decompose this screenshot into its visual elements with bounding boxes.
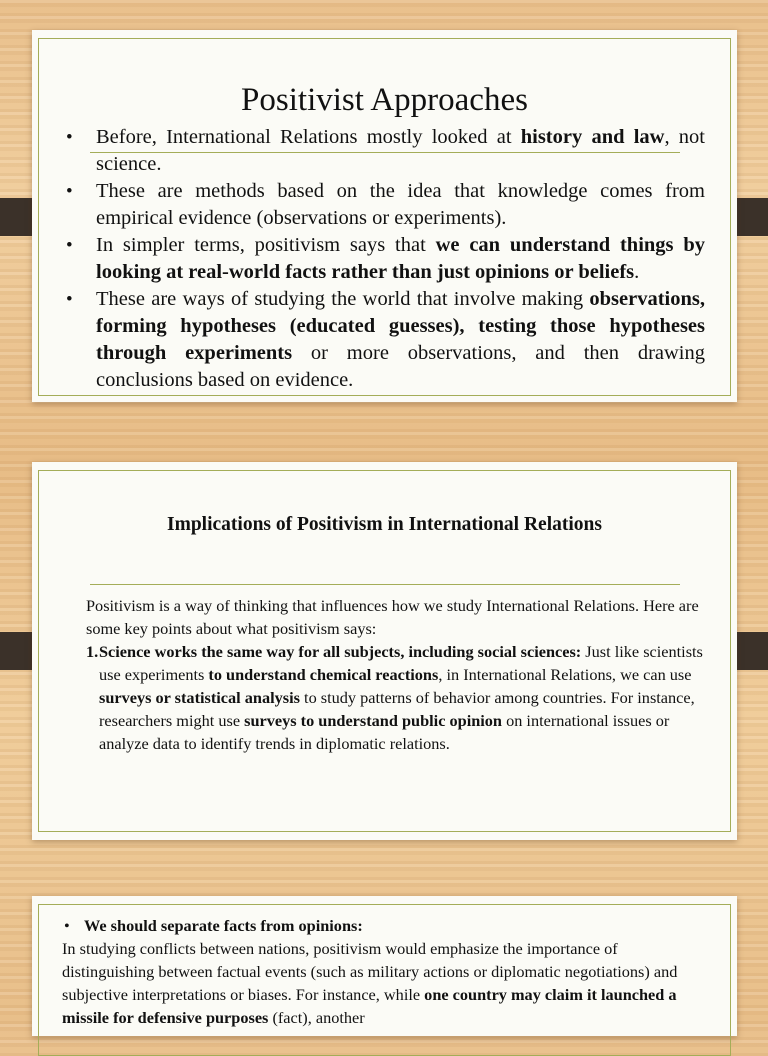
bullet-list [64, 124, 705, 394]
bullet-item [64, 232, 705, 286]
bullet-item [64, 286, 705, 394]
bold-text: Science works the same way for all subjects, including social sciences: [99, 642, 582, 661]
text-run: to study patterns of behavior among countries. For instance, researchers might use [99, 688, 695, 730]
text-run: or more observations, and then drawing conclusions based on evidence. [96, 342, 705, 391]
bullet-item [64, 124, 705, 178]
slide-title: Positivist Approaches [241, 82, 528, 118]
slide-body [62, 914, 707, 1029]
text-run: Before, International Relations mostly looked at [96, 126, 521, 148]
bold-text: observations, forming hypotheses (educated guesses), testing those hypotheses through experiments [96, 288, 705, 364]
text-run: on international issues or analyze data to identify trends in diplomatic relations. [99, 711, 670, 753]
slide-facts-opinions [32, 896, 737, 1036]
bold-text: surveys or statistical analysis [99, 688, 300, 707]
text-run: In studying conflicts between nations, positivism would emphasize the importance of distinguishing between factual events (such as military actions or diplomatic negotiations) and subjective interpretations or biases. For instance, while [62, 939, 678, 1004]
text-run: . [634, 261, 640, 283]
item-number: 1. [86, 642, 99, 661]
slide-title: Implications of Positivism in International Relations [167, 514, 602, 535]
body-paragraph [62, 937, 707, 1029]
title-rule [90, 584, 680, 585]
numbered-item [86, 640, 707, 755]
text-run: These are methods based on the idea that knowledge comes from empirical evidence (observations or experiments). [96, 180, 705, 229]
bold-text: one country may claim it launched a missile for defensive purposes [62, 985, 677, 1027]
text-run: (fact), another [268, 1008, 365, 1027]
text-run: , in International Relations, we can use [438, 665, 692, 684]
intro-paragraph: Positivism is a way of thinking that influences how we study International Relations. Here are some key points about what positivism says: [86, 596, 699, 638]
numbered-list [86, 640, 707, 755]
bold-text: to understand chemical reactions [208, 665, 439, 684]
slide-implications [32, 462, 737, 840]
slide-positivist-approaches [32, 30, 737, 402]
bold-text: surveys to understand public opinion [244, 711, 502, 730]
bold-text: history and law [520, 126, 665, 148]
text-run: These are ways of studying the world that involve making [96, 288, 590, 310]
bold-text: we can understand things by looking at real-world facts rather than just opinions or beliefs [96, 234, 705, 283]
text-run: In simpler terms, positivism says that [96, 234, 436, 256]
bullet-item [64, 178, 705, 232]
bullet-heading: • We should separate facts from opinions: [62, 914, 707, 937]
slide-body [86, 594, 707, 755]
text-run: , not science. [96, 126, 705, 175]
text-run: Just like scientists use experiments [99, 642, 703, 684]
